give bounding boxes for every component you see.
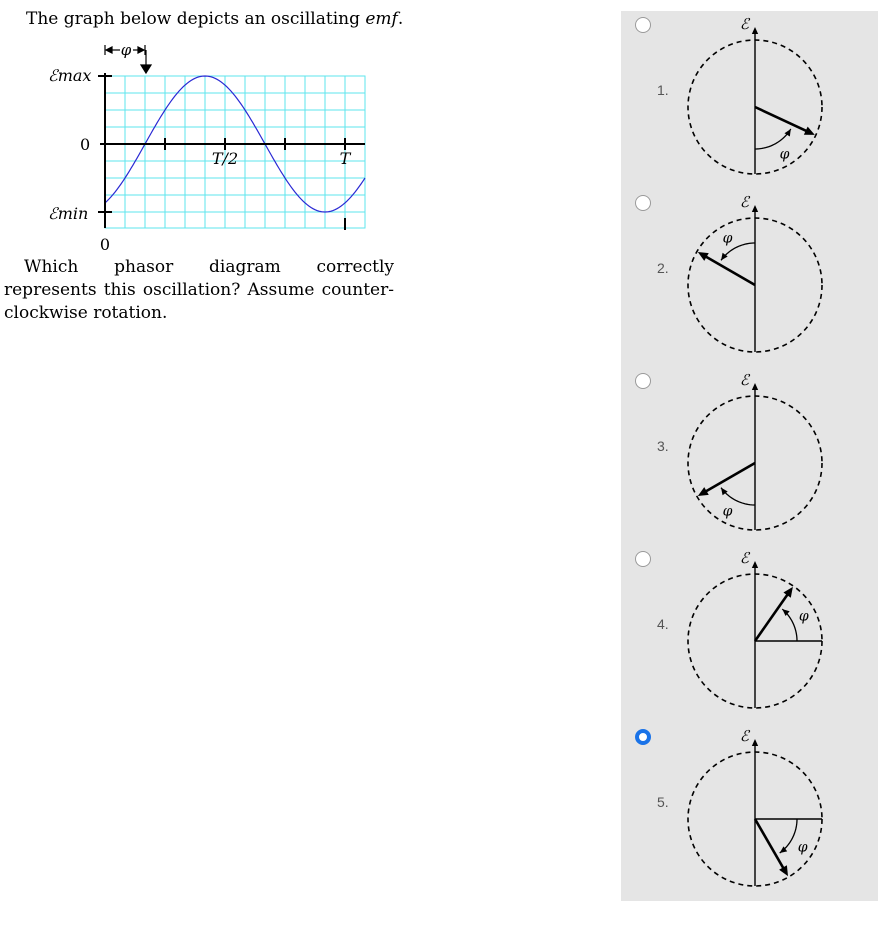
option-1-phasor-diagram[interactable] (675, 15, 835, 175)
phasor-axis-label: ℰ (739, 727, 749, 745)
option-4[interactable] (621, 549, 878, 727)
option-5-number: 5. (657, 794, 669, 810)
option-5[interactable] (621, 727, 878, 905)
y-label-zero: 0 (80, 135, 91, 154)
phi-arc (780, 819, 797, 853)
option-2-number: 2. (657, 260, 669, 276)
option-1[interactable] (621, 15, 878, 193)
option-3-phasor-diagram[interactable] (675, 371, 835, 531)
phasor-vector (755, 819, 785, 870)
option-5-radio[interactable] (635, 729, 651, 745)
option-1-radio[interactable] (635, 17, 651, 33)
phasor-vector (755, 107, 808, 132)
arrowhead (752, 205, 758, 212)
option-3-radio[interactable] (635, 373, 651, 389)
phasor-axis-label: ℰ (739, 193, 749, 211)
option-2-radio[interactable] (635, 195, 651, 211)
question-body: Which phasor diagram correctly represents this oscillation? Assume counter-clockwise rotation. (4, 257, 394, 323)
answer-options (621, 11, 878, 901)
y-label-min: ℰmin (48, 204, 89, 223)
arrowhead (752, 739, 758, 746)
option-3[interactable] (621, 371, 878, 549)
phasor-axis-label: ℰ (739, 549, 749, 567)
y-label-max: ℰmax (48, 66, 92, 85)
phasor-vector (704, 256, 755, 286)
option-4-radio[interactable] (635, 551, 651, 567)
emf-graph (40, 38, 380, 253)
arrowhead (783, 587, 792, 598)
phi-label: φ (797, 839, 808, 856)
phi-label: φ (722, 503, 733, 520)
option-4-number: 4. (657, 616, 669, 632)
arrowhead (752, 561, 758, 568)
option-2[interactable] (621, 193, 878, 371)
x-label-half: T/2 (211, 149, 239, 168)
phasor-axis-label: ℰ (739, 371, 749, 389)
phi-label: φ (120, 41, 132, 59)
arrowhead (752, 383, 758, 390)
question-title: The graph below depicts an oscillating emf. (26, 9, 404, 29)
phi-label: φ (779, 146, 790, 163)
x-label-full: T (339, 149, 351, 168)
phi-arc (782, 609, 797, 641)
option-2-phasor-diagram[interactable] (675, 193, 835, 353)
phasor-vector (755, 593, 789, 641)
option-5-phasor-diagram[interactable] (675, 727, 835, 887)
phi-label: φ (722, 230, 733, 247)
phasor-vector (704, 463, 755, 493)
x-label-zero: 0 (99, 235, 111, 253)
option-3-number: 3. (657, 438, 669, 454)
arrowhead (752, 27, 758, 34)
option-1-number: 1. (657, 82, 669, 98)
phasor-axis-label: ℰ (739, 15, 749, 33)
phi-arc (721, 488, 755, 505)
option-4-phasor-diagram[interactable] (675, 549, 835, 709)
phi-label: φ (798, 608, 809, 625)
